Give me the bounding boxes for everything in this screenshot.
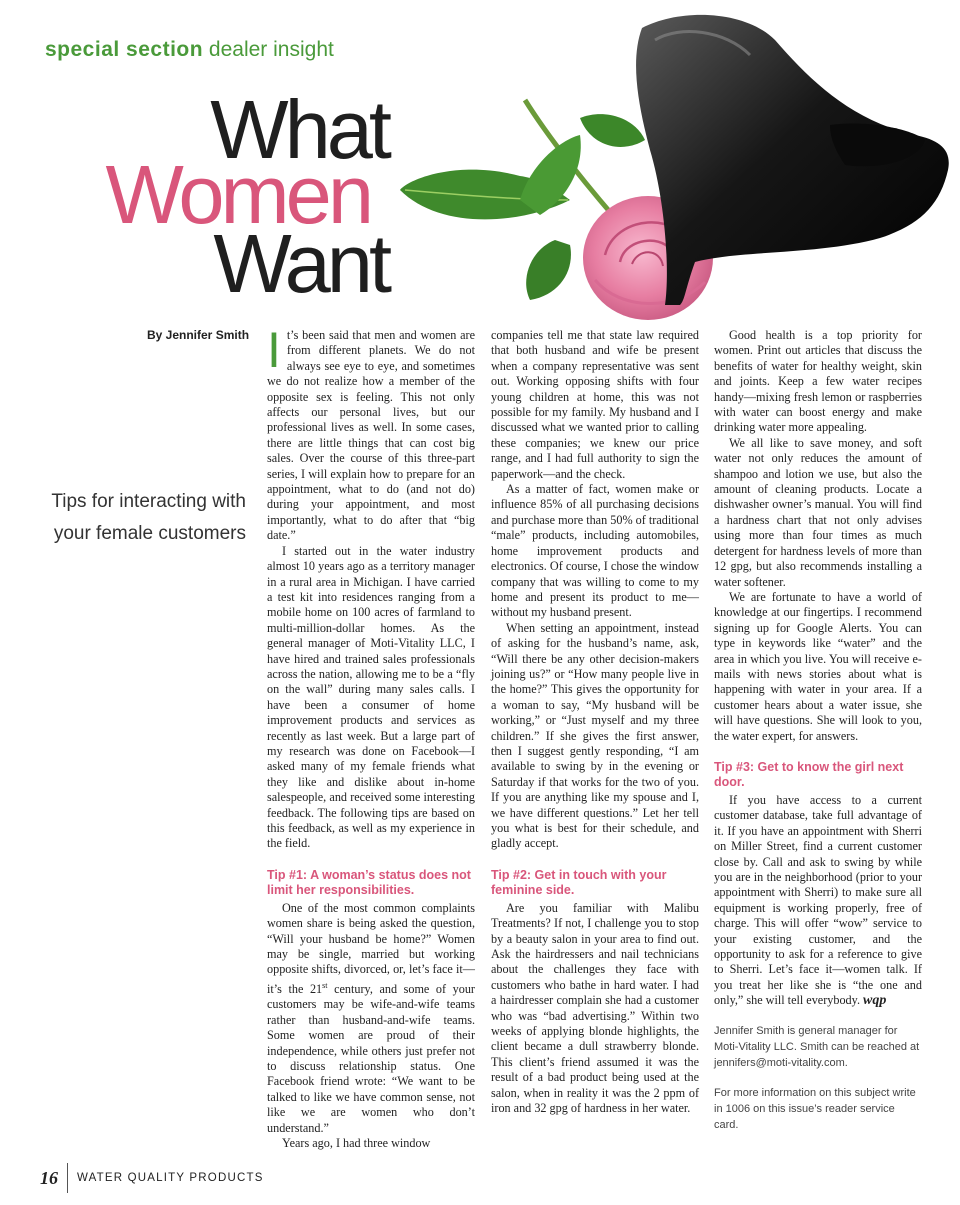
shoe-rose-illustration (380, 0, 960, 345)
leaf-icon (580, 114, 645, 147)
article-column-1 (267, 322, 475, 1151)
article-column-3 (714, 328, 922, 1133)
ordinal-suffix: st (322, 980, 328, 990)
publication-name: WATER QUALITY PRODUCTS (77, 1172, 264, 1184)
paragraph: I started out in the water industry almost 10 years ago as a territory manager in a rural area in Michigan. I have carried a test kit into residences ranging from a mobile home on 100 acres of farmland to multi-million-dollar homes. As the general manager of Moti-Vitality LLC, I have hired and trained sales professionals across the nation, allowing me to be a “fly on the wall” during many sales calls. I have been a consumer of home improvement products and services as recently as last week. But a large part of my research was done on Facebook—I asked many of my female friends what they like and dislike about in-home salespeople, and received some interesting feedback. The following tips are based on this feedback, as well as my experience in the field. (267, 543, 475, 851)
section-label-bold: special section (45, 38, 204, 61)
tip-3-heading: Tip #3: Get to know the girl next door. (714, 759, 904, 789)
headline-line-3: Want (213, 217, 388, 310)
paragraph-text: If you have access to a current customer database, take full advantage of it. If you have an appointment with Sherri on Miller Street, find a current customer close by. Call and ask to swing by while you are in the neighborhood (prior to your appointment with Sherri) to make sure all equipment is working properly, free of charge. This will offer “wow” service to your existing customer, and the opportunity to ask for a reference to give to Sherri. Let’s face it—women talk. If you treat her like she is “the one and only,” she will tell everybody. (714, 792, 922, 1008)
page-footer (40, 1163, 264, 1193)
paragraph: companies tell me that state law required that both husband and wife be present when a company representative was sent out. Working opposing shifts with four young children at home, this was not possible for my family. My husband and I discussed what we wanted prior to calling these companies; we knew our price range, and I had full authority to sign the paperwork—and the check. (491, 328, 699, 481)
paragraph: When setting an appointment, instead of asking for the husband’s name, ask, “Will there be any other decision-makers joining us?” or “How many people live in the home?” This gives the opportunity for a woman to say, “My husband will be working,” or “Just myself and my three children.” If she gives the first answer, then I suggest gently responding, “I am available to swing by in the evening or Saturday if that works for the two of you. If you are anything like my spouse and I, we have different questions.” Let her tell you what is best for their schedule, and gladly accept. (491, 620, 699, 851)
paragraph: Good health is a top priority for women. Print out articles that discuss the benefits of water for healthy weight, skin and joints. Keep a few water recipes handy—mixing fresh lemon or raspberries with water can boost energy and make drinking water more appealing. (714, 328, 922, 435)
tip-2-heading: Tip #2: Get in touch with your feminine side. (491, 867, 667, 897)
paragraph (714, 793, 922, 1009)
page-number: 16 (40, 1167, 58, 1188)
author-bio: Jennifer Smith is general manager for Moti-Vitality LLC. Smith can be reached at jennifers@moti-vitality.com. (714, 1024, 920, 1069)
drop-cap: I (267, 322, 281, 378)
leaf-icon (520, 135, 581, 215)
byline: By Jennifer Smith (147, 328, 250, 342)
headline-line-1: What (210, 83, 388, 176)
paragraph: We all like to save money, and soft water not only reduces the amount of shampoo and lotion we use, but also the amount of cleaning products. Locate a dishwasher owner’s manual. You will find a hardness chart that not only advises using more than four times as much detergent for hardness levels of more than 12 gpg, but also recommends installing a water softener. (714, 435, 922, 589)
section-label-light: dealer insight (208, 38, 334, 61)
leaf-icon (526, 240, 571, 300)
paragraph (267, 901, 475, 1136)
paragraph-text: One of the most common complaints women share is being asked the question, “Will your husband be home?” Women may be single, married but working opposite shifts, divorced, or, let’s face it—it’s the 21 (267, 900, 475, 996)
signoff-mark: wqp (863, 993, 887, 1009)
tip-1-heading: Tip #1: A woman’s status does not limit her responsibilities. (267, 867, 471, 897)
headline-line-2: Women (105, 148, 370, 241)
article-column-2 (491, 328, 699, 1117)
footer-divider (67, 1163, 68, 1193)
paragraph: We are fortunate to have a world of knowledge at our fingertips. I recommend signing up for Google Alerts. You can type in keywords like “water” and the area in which you live. You will receive e-mails with news stories about what is happening with water in your area. If a customer hears about a water issue, she will have questions. She will look to you, the water expert, for answers. (714, 589, 922, 743)
dek: Tips for interacting with your female customers (51, 491, 246, 544)
paragraph-text: century, and some of your customers may be wife-and-wife teams rather than husband-and-wife teams. Some women are proud of their independence, while others just prefer not to discuss relationship status. One Facebook friend wrote: “We want to be talked to like we have common sense, not like we are women who don’t understand.” (267, 981, 475, 1135)
section-label (45, 38, 334, 62)
paragraph-text: t’s been said that men and women are from different planets. We do not always see eye to eye, and sometimes we do not realize how a member of the opposite sex is feeling. This not only affects our personal lives, but our professional lives as well. In some cases, there are little things that can cost big sales. Over the course of this three-part series, I will explain how to prepare for an appointment, what to do (and not do) during your appointment, and most importantly, what to do after that “big date.” (267, 328, 475, 543)
reader-service-note: For more information on this subject write in 1006 on this issue’s reader service card. (714, 1086, 916, 1131)
paragraph (267, 322, 475, 544)
paragraph: As a matter of fact, women make or influence 85% of all purchasing decisions and purchase more than 50% of traditional “male” products, including automobiles, home improvement products and electronics. Of course, I chose the window company that was willing to come to my home and present its product to me—without my husband present. (491, 482, 699, 620)
high-heel-shoe-icon (636, 15, 949, 305)
paragraph: Years ago, I had three window (282, 1135, 431, 1150)
paragraph: Are you familiar with Malibu Treatments? If not, I challenge you to stop by a beauty salon in your area to find out. Ask the hairdressers and nail technicians about the challenges they face with customers who bathe in hard water. I had a hairdresser complain she had a customer who was “bad advertising.” Within two weeks of applying blonde highlights, the client became a dull strawberry blonde. This client’s friend assumed it was the result of a bad product being used at the salon, when in reality it was the 2 ppm of iron and 32 gpg of hardness in her water. (491, 900, 699, 1116)
